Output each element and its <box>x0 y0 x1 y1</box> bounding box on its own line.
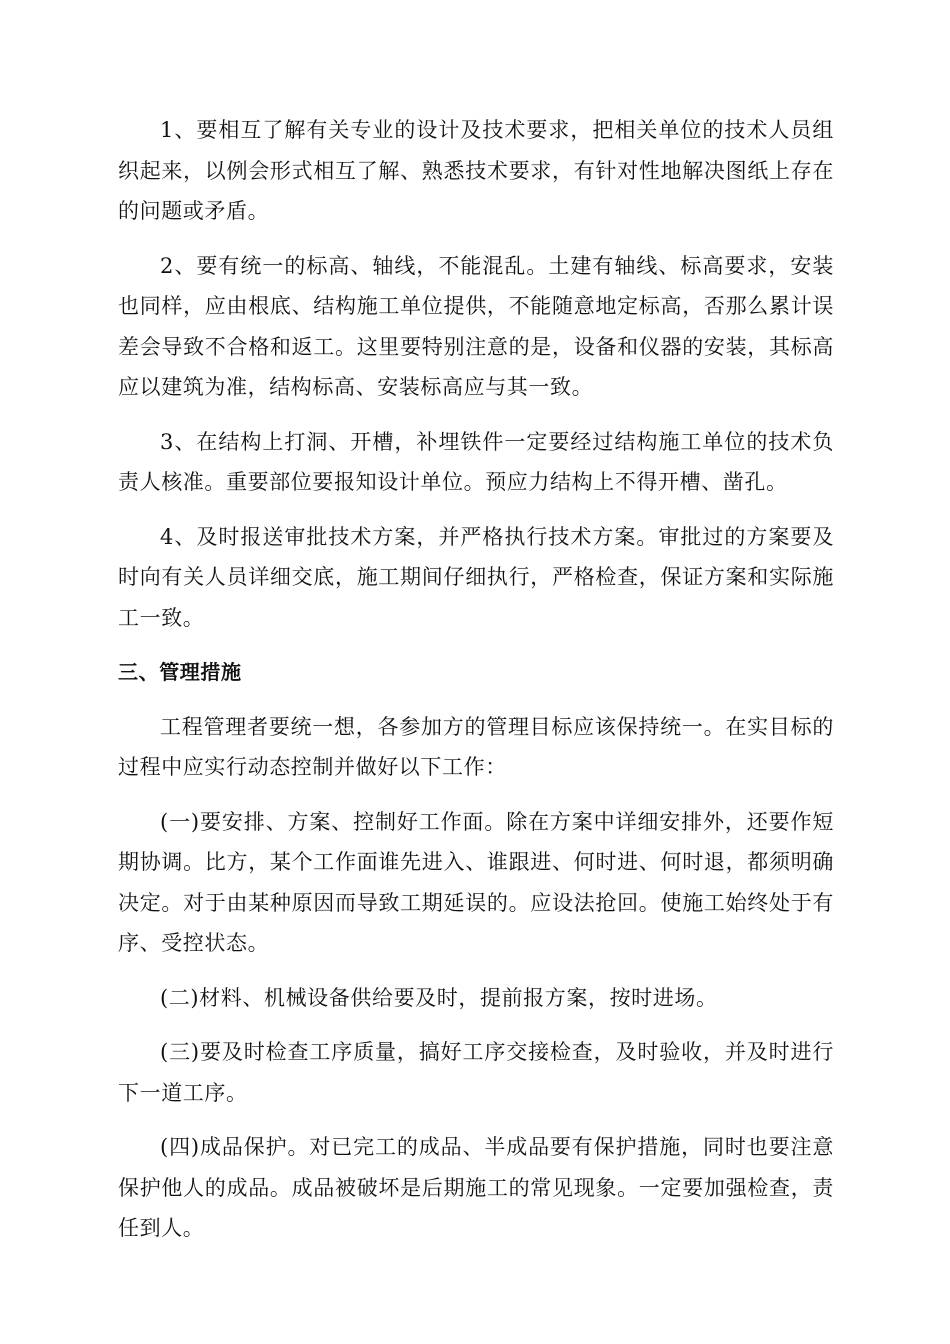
paragraph-item-4: 4、及时报送审批技术方案，并严格执行技术方案。审批过的方案要及时向有关人员详细交底，施工期间仔细执行，严格检查，保证方案和实际施工一致。 <box>118 524 834 630</box>
paragraph-item-3: 3、在结构上打洞、开槽，补埋铁件一定要经过结构施工单位的技术负责人核准。重要部位要报知设计单位。预应力结构上不得开槽、凿孔。 <box>118 429 834 494</box>
paragraph-item-1: 1、要相互了解有关专业的设计及技术要求，把相关单位的技术人员组织起来，以例会形式相互了解、熟悉技术要求，有针对性地解决图纸上存在的问题或矛盾。 <box>118 118 834 223</box>
document-page <box>118 110 834 1263</box>
paragraph-intro: 工程管理者要统一想，各参加方的管理目标应该保持统一。在实目标的过程中应实行动态控制并做好以下工作： <box>118 714 834 779</box>
paragraph-item-2: 2、要有统一的标高、轴线，不能混乱。土建有轴线、标高要求，安装也同样，应由根底、结构施工单位提供，不能随意地定标高，否那么累计误差会导致不合格和返工。这里要特别注意的是，设备和仪器的安装，其标高应以建筑为准，结构标高、安装标高应与其一致。 <box>118 253 834 399</box>
paragraph-measure-4: (四)成品保护。对已完工的成品、半成品要有保护措施，同时也要注意保护他人的成品。成品被破坏是后期施工的常见现象。一定要加强检查，责任到人。 <box>118 1135 834 1240</box>
section-heading: 三、管理措施 <box>118 660 242 684</box>
paragraph-measure-1: (一)要安排、方案、控制好工作面。除在方案中详细安排外，还要作短期协调。比方，某个工作面谁先进入、谁跟进、何时进、何时退，都须明确决定。对于由某种原因而导致工期延误的。应设法抢回。使施工始终处于有序、受控状态。 <box>118 809 834 955</box>
paragraph-measure-3: (三)要及时检查工序质量，搞好工序交接检查，及时验收，并及时进行下一道工序。 <box>118 1040 834 1105</box>
paragraph-measure-2: (二)材料、机械设备供给要及时，提前报方案，按时进场。 <box>160 985 718 1010</box>
